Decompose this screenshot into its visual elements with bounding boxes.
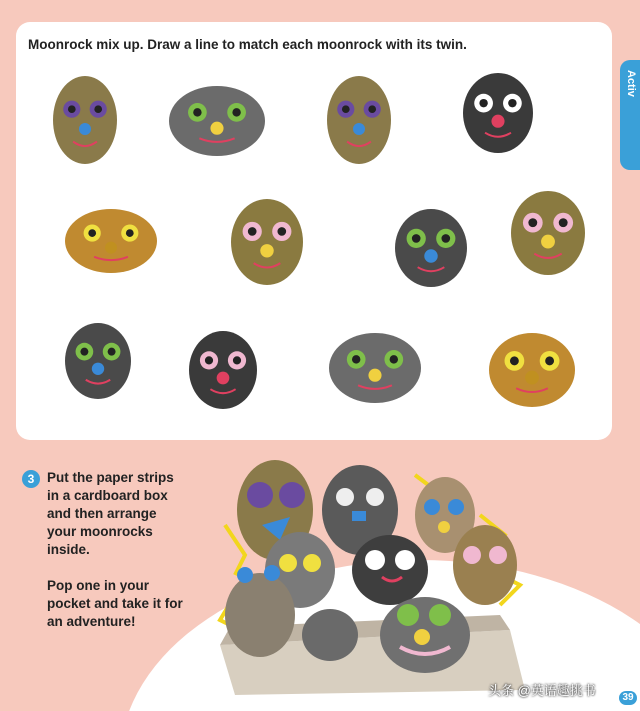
step-line-1: Put the paper strips in a cardboard box and then arrange your moonrocks inside.: [47, 470, 174, 557]
orange-yellow-eyed-rock-twin[interactable]: [488, 332, 576, 408]
page-number: 39: [619, 691, 637, 705]
orange-yellow-eyed-rock[interactable]: [64, 208, 158, 274]
step-line-2: Pop one in your pocket and take it for an adventure!: [47, 578, 183, 629]
pink-eyed-tan-rock[interactable]: [230, 198, 304, 286]
moonrocks-in-box-photo: [200, 455, 530, 695]
purple-eyed-rock[interactable]: [52, 75, 118, 165]
step-instructions: [47, 469, 187, 649]
step-number-badge: 3: [22, 470, 40, 488]
green-eyed-blue-nose-rock-twin[interactable]: [64, 322, 132, 400]
purple-eyed-rock-twin[interactable]: [326, 75, 392, 165]
green-eyed-blue-nose-rock[interactable]: [394, 208, 468, 288]
dark-pink-nose-rock[interactable]: [462, 72, 534, 154]
watermark-text: 头条 @英语趣挑书: [488, 683, 596, 698]
dark-pink-nose-rock-twin[interactable]: [188, 330, 258, 410]
side-tab: [620, 60, 640, 170]
green-eyed-gray-rock[interactable]: [168, 85, 266, 157]
pink-eyed-tan-rock-twin[interactable]: [510, 190, 586, 276]
side-tab-label: Activ: [625, 70, 637, 97]
green-eyed-gray-rock-twin[interactable]: [328, 332, 422, 404]
instruction-text: Moonrock mix up. Draw a line to match each moonrock with its twin.: [28, 37, 467, 52]
